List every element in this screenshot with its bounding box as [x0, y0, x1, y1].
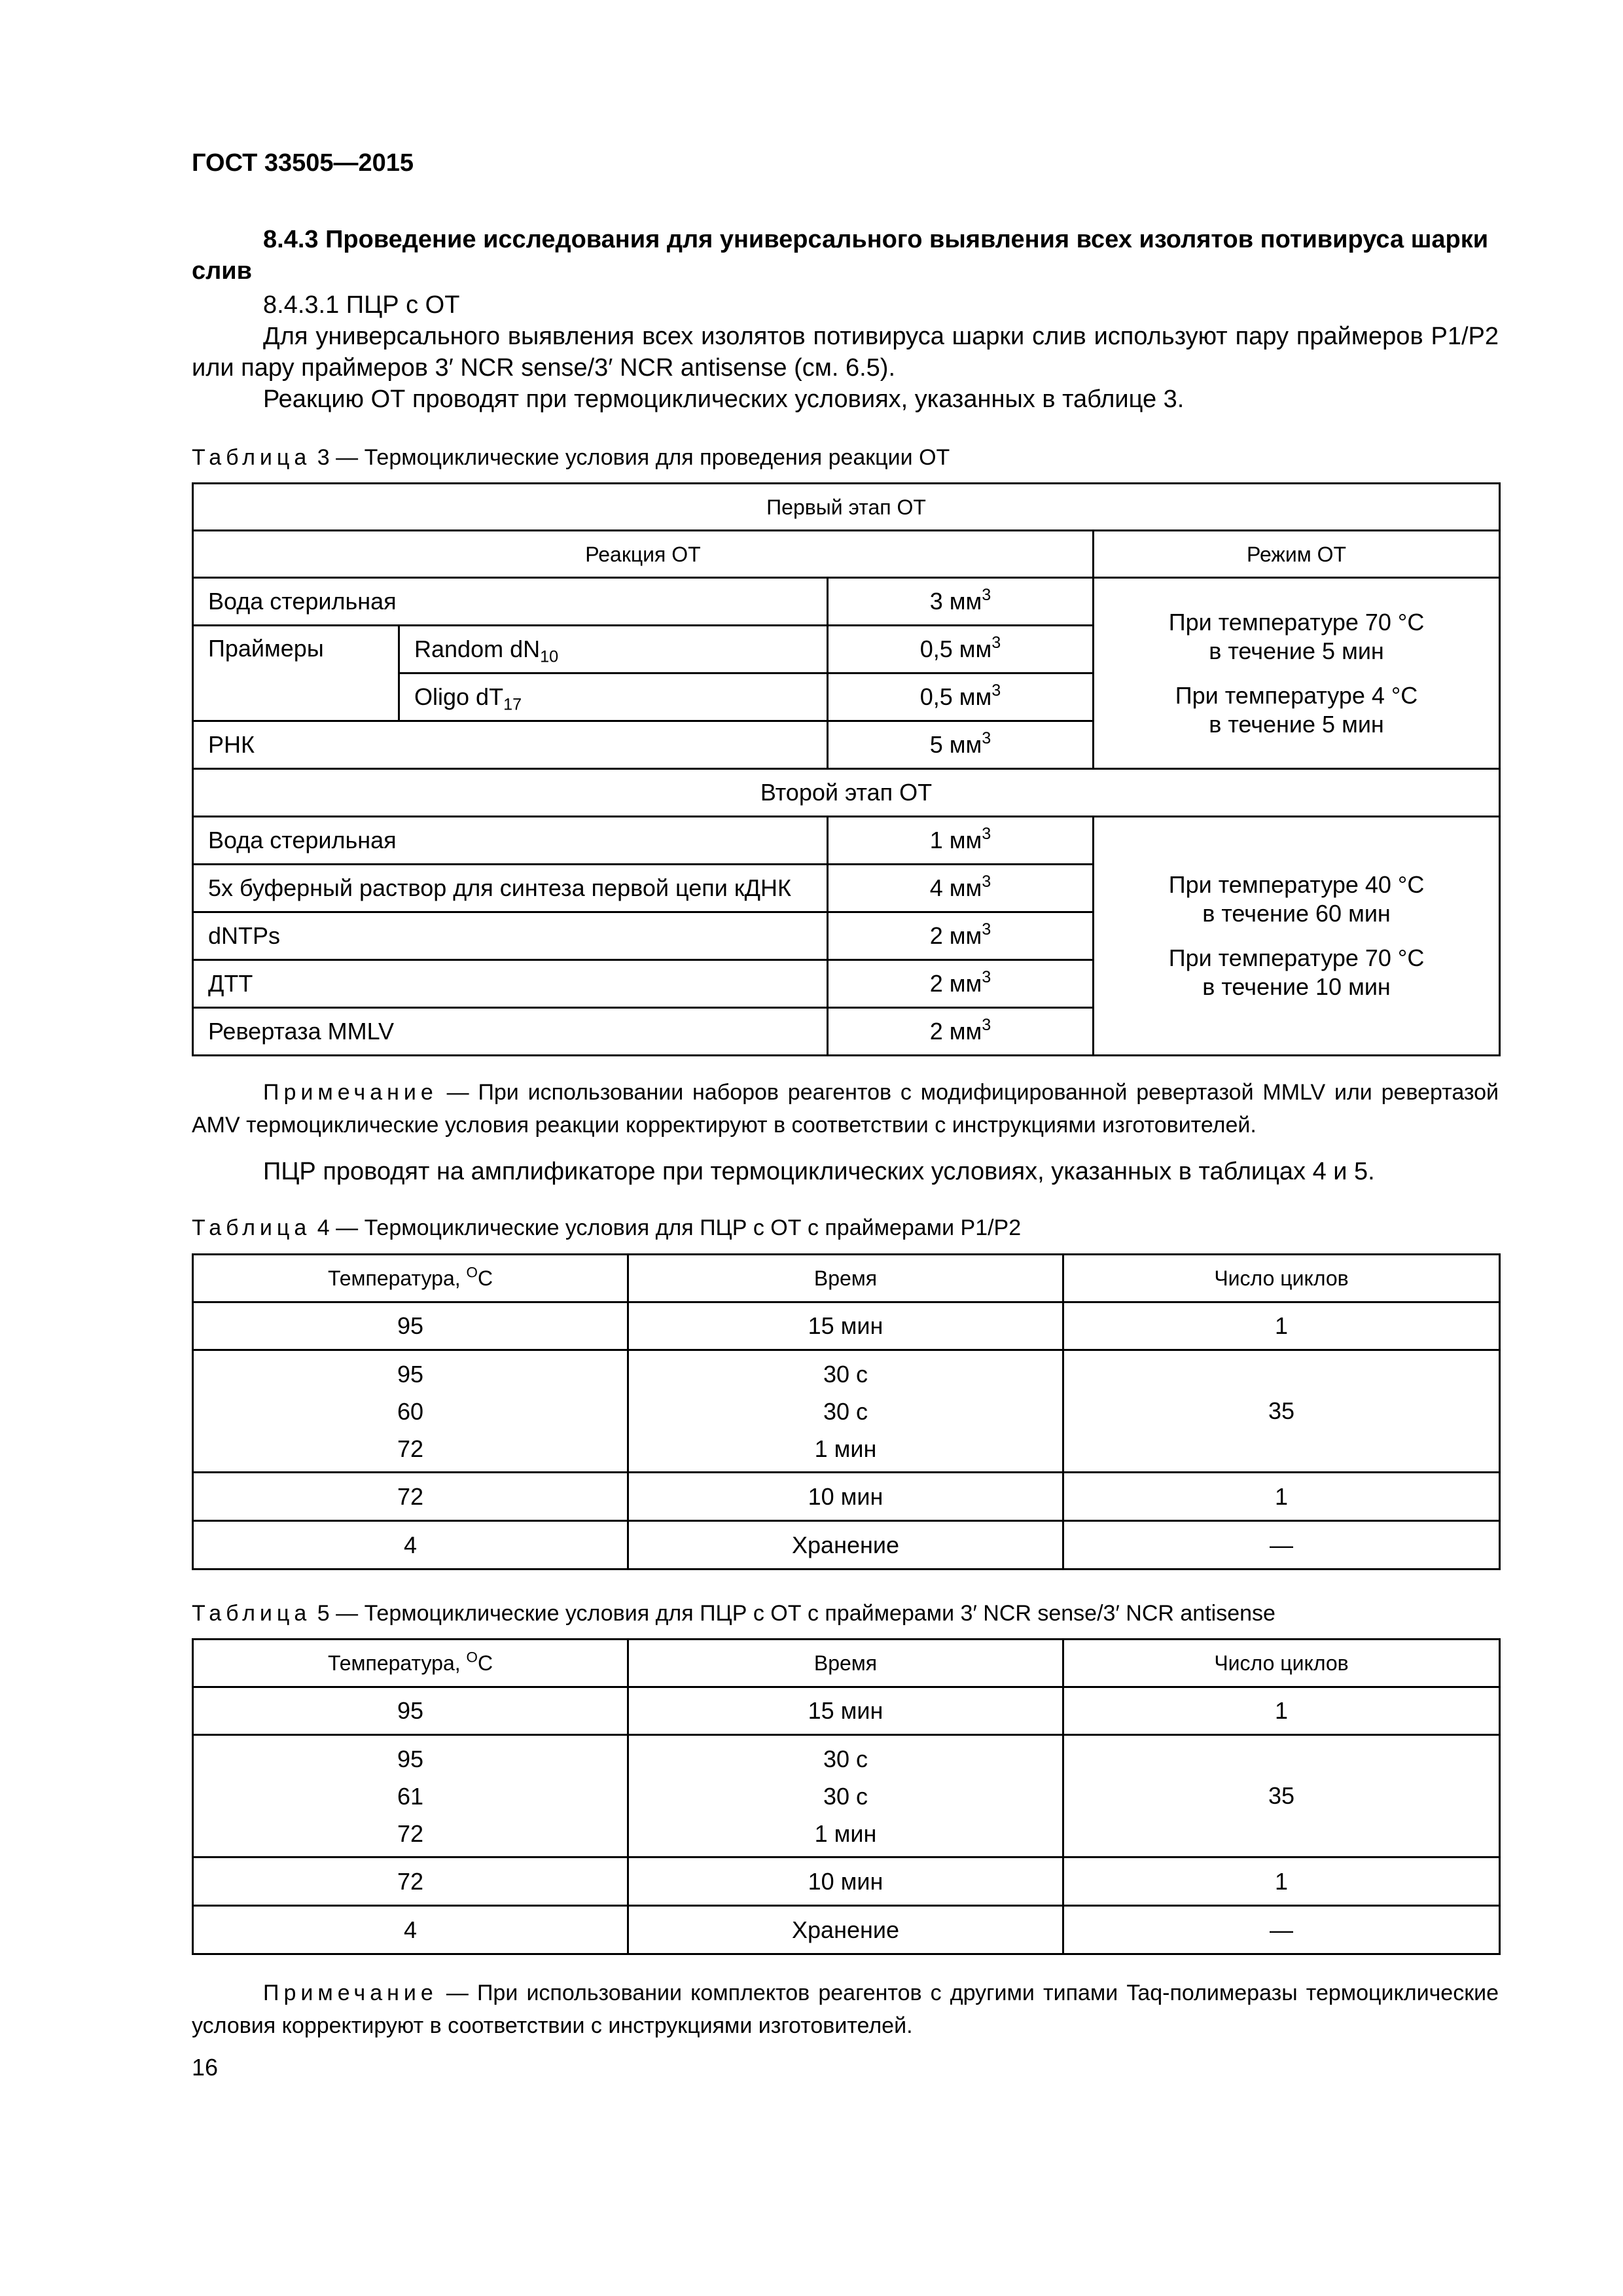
table3-mode-stage2	[1094, 817, 1500, 1056]
table4	[192, 1253, 1501, 1570]
table-row	[193, 1350, 1500, 1473]
subsection-heading: 8.4.3.1 ПЦР с ОТ	[263, 291, 460, 319]
table5-cell: 95	[193, 1687, 628, 1735]
section-heading: 8.4.3 Проведение исследования для универсального выявления всех изолятов потивируса шарки слив	[192, 226, 1489, 285]
table4-cell: 35	[1063, 1350, 1500, 1473]
table5-caption	[192, 1601, 1275, 1626]
table3-rnk: РНК	[193, 721, 828, 769]
table5-cell: 1	[1063, 1687, 1500, 1735]
table3-vol-dntps: 2 $мм^3$	[828, 912, 1094, 960]
table4-caption	[192, 1215, 1021, 1241]
table3-random: Random $dN_{10}$	[399, 626, 828, 673]
table4-cell-times: 30 с 30 с 1 мин	[628, 1350, 1063, 1473]
table5-cell-times: 30 с 30 с 1 мин	[628, 1735, 1063, 1857]
table4-header-cycles: Число циклов	[1063, 1255, 1500, 1302]
table5-cell: —	[1063, 1906, 1500, 1954]
table-row	[193, 817, 1500, 865]
table4-header-time: Время	[628, 1255, 1063, 1302]
table3-water: Вода стерильная	[193, 578, 828, 626]
table3-col-mode: Режим ОТ	[1094, 531, 1500, 578]
table-row	[193, 1906, 1500, 1954]
table4-cell: 4	[193, 1521, 628, 1570]
table3-oligo: Oligo $dT_{17}$	[399, 673, 828, 721]
table3-vol-water2: 1 $мм^3$	[828, 817, 1094, 865]
mode-line: в течение 5 мин	[1209, 710, 1384, 738]
table-row	[193, 531, 1500, 578]
table5-header-cycles: Число циклов	[1063, 1640, 1500, 1687]
table3-primers: Праймеры	[193, 626, 399, 721]
table3-dtt: ДТТ	[193, 960, 828, 1008]
table5	[192, 1638, 1501, 1955]
table3-col-reaction: Реакция ОТ	[193, 531, 1094, 578]
table4-cell: 1	[1063, 1473, 1500, 1521]
table3-buffer: 5х буферный раствор для синтеза первой цепи кДНК	[193, 865, 828, 912]
table4-cell: —	[1063, 1521, 1500, 1570]
table4-cell: 1	[1063, 1302, 1500, 1350]
table4-cell: 15 мин	[628, 1302, 1063, 1350]
table3-caption-label: Таблица	[192, 445, 312, 470]
table5-cell: 72	[193, 1857, 628, 1906]
table3-mode-stage1	[1094, 578, 1500, 769]
table3-vol-dtt: 2 $мм^3$	[828, 960, 1094, 1008]
mode-line: При температуре 70 °С	[1168, 944, 1425, 971]
table5-header-temp: Температура, $^О$С	[193, 1640, 628, 1687]
table3-water2: Вода стерильная	[193, 817, 828, 865]
table-row	[193, 769, 1500, 817]
table3-vol-revertase: 2 $мм^3$	[828, 1008, 1094, 1056]
table3-vol-rnk: 5 $мм^3$	[828, 721, 1094, 769]
table4-caption-label: Таблица	[192, 1215, 312, 1240]
paragraph-pcr: ПЦР проводят на амплификаторе при термоциклических условиях, указанных в таблицах 4 и 5.	[263, 1158, 1375, 1185]
table4-cell-temps: 95 60 72	[193, 1350, 628, 1473]
table-row	[193, 578, 1500, 626]
mode-line: в течение 10 мин	[1202, 973, 1391, 1000]
table-row	[193, 1473, 1500, 1521]
table-row	[193, 1735, 1500, 1857]
table-row	[193, 1687, 1500, 1735]
table5-caption-text: 5 — Термоциклические условия для ПЦР с ОТ с праймерами 3′ NCR sense/3′ NCR antisense	[317, 1601, 1275, 1626]
mode-line: При температуре 4 °С	[1175, 681, 1418, 709]
table-row	[193, 1857, 1500, 1906]
mode-line: При температуре 40 °С	[1168, 871, 1425, 898]
table5-cell: 35	[1063, 1735, 1500, 1857]
table3-vol-buffer: 4 $мм^3$	[828, 865, 1094, 912]
paragraph-primers: Для универсального выявления всех изолятов потивируса шарки слив используют пару праймеров P1/P2 или пару праймеров 3′ NCR sense/3′ NCR antisense (см. 6.5).	[192, 323, 1499, 382]
table-row	[193, 1640, 1500, 1687]
table3	[192, 482, 1501, 1056]
page-number: 16	[192, 2054, 219, 2081]
table5-cell: 15 мин	[628, 1687, 1063, 1735]
table4-cell: Хранение	[628, 1521, 1063, 1570]
note-2	[192, 1977, 1499, 2042]
note-1	[192, 1076, 1499, 1141]
table4-cell: 10 мин	[628, 1473, 1063, 1521]
table-row	[193, 1302, 1500, 1350]
table4-header-temp: Температура, $^О$С	[193, 1255, 628, 1302]
standard-number: ГОСТ 33505—2015	[192, 149, 414, 177]
table3-caption-text: 3 — Термоциклические условия для проведения реакции ОТ	[317, 445, 950, 470]
table5-cell-temps: 95 61 72	[193, 1735, 628, 1857]
table5-cell: 10 мин	[628, 1857, 1063, 1906]
table5-cell: 4	[193, 1906, 628, 1954]
mode-line: в течение 60 мин	[1202, 900, 1391, 927]
mode-line: в течение 5 мин	[1209, 637, 1384, 664]
table3-vol-random: 0,5 $мм^3$	[828, 626, 1094, 673]
table5-cell: 1	[1063, 1857, 1500, 1906]
table4-cell: 95	[193, 1302, 628, 1350]
table3-stage1-header: Первый этап ОТ	[193, 484, 1500, 531]
table3-stage2-header: Второй этап ОТ	[193, 769, 1500, 817]
table3-revertase: Ревертаза MMLV	[193, 1008, 828, 1056]
table4-caption-text: 4 — Термоциклические условия для ПЦР с ОТ с праймерами P1/P2	[317, 1215, 1022, 1240]
table3-vol-oligo: 0,5 $мм^3$	[828, 673, 1094, 721]
table5-header-time: Время	[628, 1640, 1063, 1687]
table3-vol-water: 3 $мм^3$	[828, 578, 1094, 626]
note-1-label: Примечание	[263, 1080, 438, 1105]
table5-caption-label: Таблица	[192, 1601, 312, 1626]
note-1-text: — При использовании наборов реагентов с модифицированной ревертазой MMLV или ревертазой AMV термоциклические условия реакции корректируют в соответствии с инструкциями изготовителей.	[192, 1080, 1499, 1138]
table4-cell: 72	[193, 1473, 628, 1521]
table3-caption	[192, 445, 950, 471]
note-2-text: — При использовании комплектов реагентов с другими типами Taq-полимеразы термоциклические условия корректируют в соответствии с инструкциями изготовителей.	[192, 1981, 1499, 2038]
table-row	[193, 1521, 1500, 1570]
table-row	[193, 1255, 1500, 1302]
table3-dntps: dNTPs	[193, 912, 828, 960]
mode-line: При температуре 70 °С	[1168, 608, 1425, 636]
paragraph-reaction: Реакцию ОТ проводят при термоциклических условиях, указанных в таблице 3.	[263, 386, 1185, 413]
table5-cell: Хранение	[628, 1906, 1063, 1954]
table-row	[193, 484, 1500, 531]
note-2-label: Примечание	[263, 1981, 438, 2005]
